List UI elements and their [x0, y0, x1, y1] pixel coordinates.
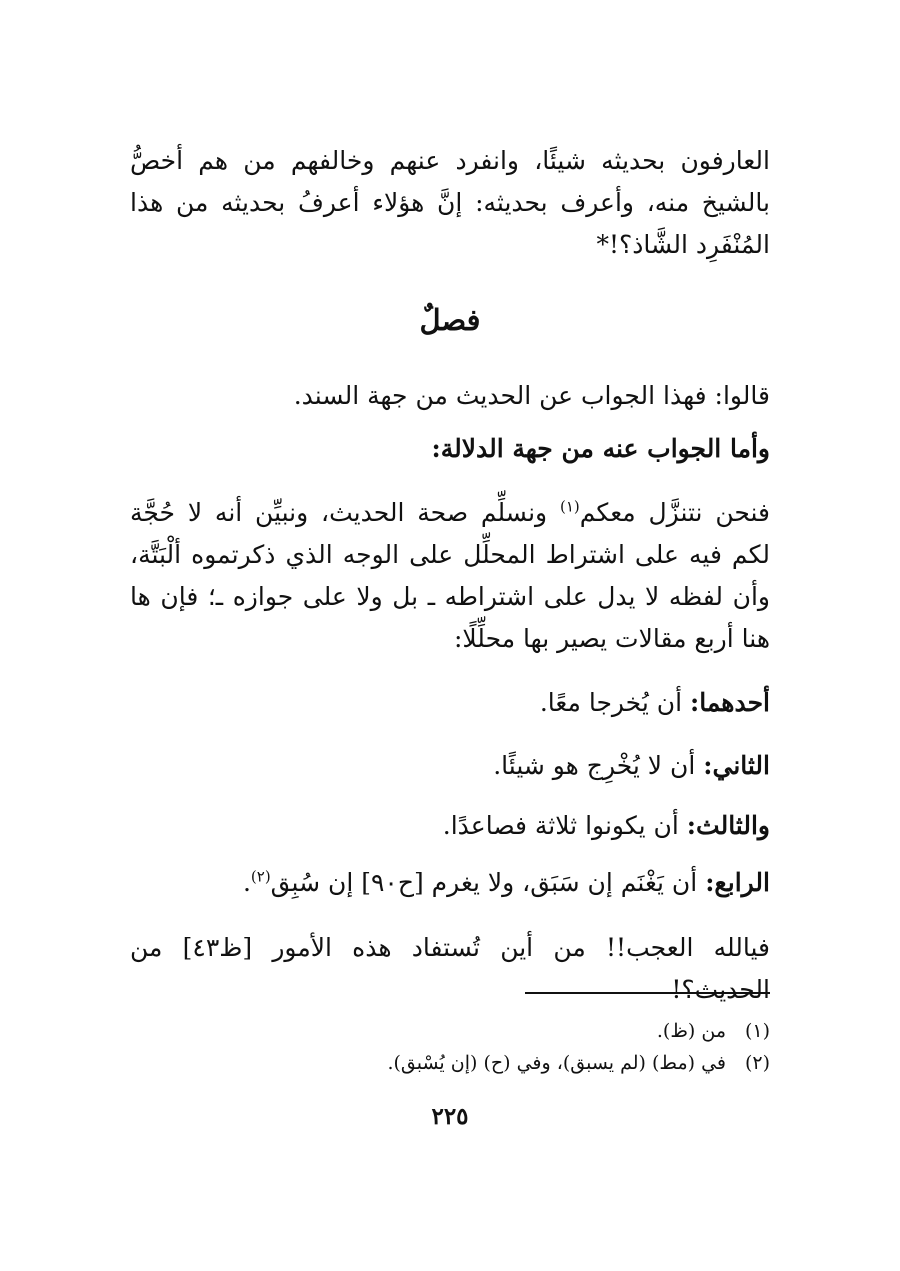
list-item-lead: أحدهما:	[689, 688, 770, 717]
footnote-text: في (مط) (لم يسبق)، وفي (ح) (إن يُسْبق).	[387, 1052, 726, 1074]
list-item-text: أن يُخرجا معًا.	[539, 688, 690, 717]
list-item-end: .	[242, 868, 251, 897]
paragraph-question: فيالله العجب!! من أين تُستفاد هذه الأمور [ظ٤٣] من الحديث؟!	[130, 933, 771, 1004]
paragraph-sanad-answer: قالوا: فهذا الجواب عن الحديث من جهة السند.	[293, 381, 770, 410]
footnote-ref-2: (٢)	[250, 867, 271, 886]
list-item-text: أن يَغْنَم إن سَبَق، ولا يغرم [ح٩٠] إن سُبِق	[270, 868, 706, 897]
footnote	[130, 1048, 770, 1078]
list-item-text: أن لا يُخْرِج هو شيئًا.	[493, 751, 704, 780]
section-heading: فصلٌ	[419, 303, 481, 337]
list-item-lead: الثاني:	[703, 751, 770, 780]
list-item	[130, 682, 770, 724]
list-item	[130, 805, 770, 847]
footnote-number: (١)	[744, 1020, 770, 1042]
list-item-text: أن يكونوا ثلاثة فصاعدًا.	[442, 811, 687, 840]
paragraph-argument-text-start: فنحن نتنزَّل معكم	[579, 498, 770, 527]
list-item-lead: والثالث:	[686, 811, 770, 840]
footnote-text: من (ظ).	[656, 1020, 726, 1042]
list-item	[130, 745, 770, 787]
paragraph-dalala-heading: وأما الجواب عنه من جهة الدلالة:	[431, 434, 770, 463]
footnote-number: (٢)	[744, 1052, 770, 1074]
paragraph-argument	[130, 492, 770, 660]
list-item	[130, 862, 770, 904]
footnote-divider	[525, 992, 770, 994]
list-item-lead: الرابع:	[705, 868, 770, 897]
paragraph-continuation: العارفون بحديثه شيئًا، وانفرد عنهم وخالفهم من هم أخصُّ بالشيخ منه، وأعرف بحديثه: إنَّ هؤلاء أعرفُ بحديثه من هذا المُنْفَرِد الشَّاذ؟!*	[130, 146, 770, 259]
page-number: ٢٢٥	[431, 1103, 469, 1130]
paragraph-argument-text-end: ونسلِّم صحة الحديث، ونبيِّن أنه لا حُجَّة لكم فيه على اشتراط المحلِّل على الوجه الذي ذكرتموه ألْبَتَّة، وأن لفظه لا يدل على اشتراطه ـ بل ولا على جوازه ـ؛ فإن ها هنا أربع مقالات يصير بها محلِّلًا:	[130, 498, 770, 653]
footnote-ref-1: (١)	[559, 497, 580, 516]
footnote	[130, 1016, 770, 1046]
